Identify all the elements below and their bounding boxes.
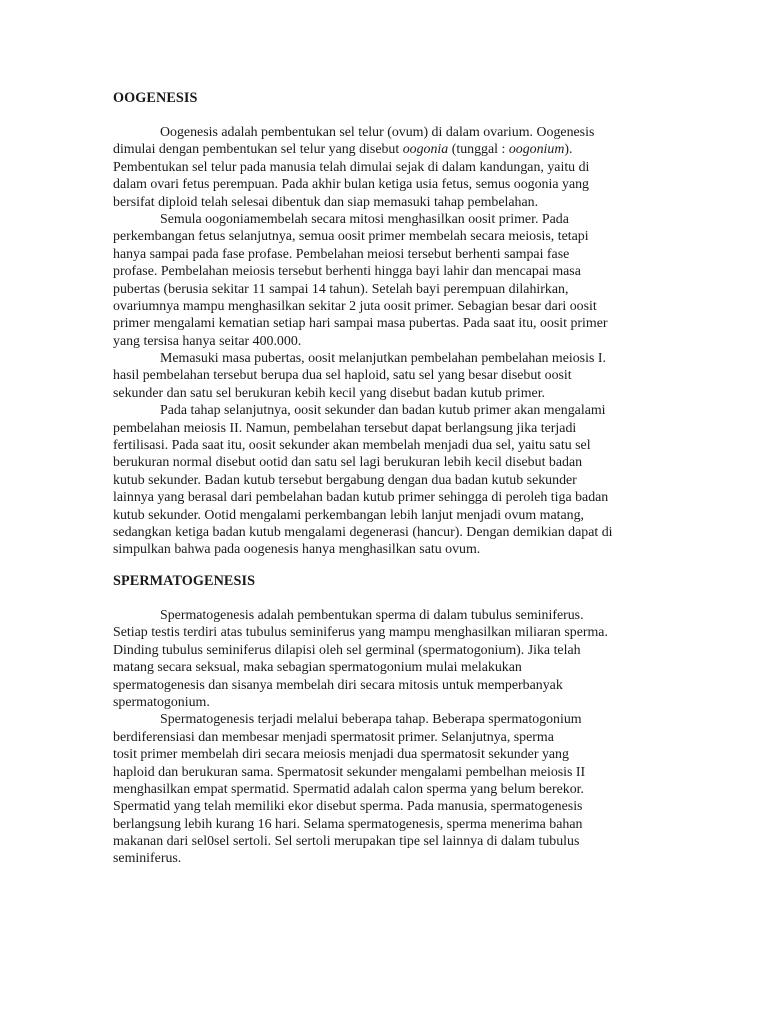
text-line: berlangsung lebih kurang 16 hari. Selama spermatogenesis, sperma menerima bahan bbox=[113, 816, 583, 832]
text-line: Spermatid yang telah memiliki ekor disebut sperma. Pada manusia, spermatogenesis bbox=[113, 799, 583, 815]
text-line: dalam ovari fetus perempuan. Pada akhir bulan ketiga usia fetus, semus oogonia yang bbox=[113, 177, 590, 193]
text-line: berukuran normal disebut ootid dan satu sel lagi berukuran lebih kecil disebut badan bbox=[113, 455, 583, 471]
text-line: perkembangan fetus selanjutnya, semua oosit primer membelah secara meiosis, tetapi bbox=[113, 229, 589, 245]
text-line: berdiferensiasi dan membesar menjadi spermatosit primer. Selanjutnya, sperma bbox=[113, 729, 554, 745]
text-line: Pembentukan sel telur pada manusia telah dimulai sejak di dalam kandungan, yaitu di bbox=[113, 159, 590, 175]
text-line: Dinding tubulus seminiferus dilapisi oleh sel germinal (spermatogonium). Jika telah bbox=[113, 642, 581, 658]
text-line: spermatogonium. bbox=[113, 694, 210, 710]
text-line: sekunder dan satu sel berukuran kebih kecil yang disebut badan kutub primer. bbox=[113, 385, 546, 401]
text-line: menghasilkan empat spermatid. Spermatid adalah calon sperma yang belum berekor. bbox=[113, 781, 584, 797]
text-line: pembelahan meiosis II. Namun, pembelahan tersebut dapat berlangsung jika terjadi bbox=[113, 420, 577, 436]
section-heading-oogenesis: OOGENESIS bbox=[113, 90, 198, 106]
text-line: spermatogenesis dan sisanya membelah diri secara mitosis untuk memperbanyak bbox=[113, 677, 563, 693]
text-line: Memasuki masa pubertas, oosit melanjutkan pembelahan pembelahan meiosis I. bbox=[160, 351, 606, 367]
text-line: primer mengalami kematian setiap hari sampai masa pubertas. Pada saat itu, oosit primer bbox=[113, 316, 608, 332]
text-line: simpulkan bahwa pada oogenesis hanya menghasilkan satu ovum. bbox=[113, 542, 481, 558]
text-line: profase. Pembelahan meiosis tersebut berhenti hingga bayi lahir dan mencapai masa bbox=[113, 264, 581, 280]
text-line: Spermatogenesis adalah pembentukan sperma di dalam tubulus seminiferus. bbox=[160, 608, 584, 623]
text-line: Oogenesis adalah pembentukan sel telur (ovum) di dalam ovarium. Oogenesis bbox=[160, 125, 595, 140]
text-line: haploid dan berukuran sama. Spermatosit sekunder mengalami pembelhan meiosis II bbox=[113, 764, 586, 780]
text-line: tosit primer membelah diri secara meiosis menjadi dua spermatosit sekunder yang bbox=[113, 747, 569, 763]
text-line: Setiap testis terdiri atas tubulus seminiferus yang mampu menghasilkan miliaran sperma. bbox=[113, 625, 608, 641]
text-line: Semula oogoniamembelah secara mitosi menghasilkan oosit primer. Pada bbox=[160, 211, 569, 227]
text-line: fertilisasi. Pada saat itu, oosit sekunder akan membelah menjadi dua sel, yaitu satu sel bbox=[113, 438, 591, 454]
text-line: pubertas (berusia sekitar 11 sampai 14 tahun). Setelah bayi perempuan dilahirkan, bbox=[113, 281, 569, 297]
text-line: Spermatogenesis terjadi melalui beberapa tahap. Beberapa spermatogonium bbox=[160, 712, 582, 728]
text-line: kutub sekunder. Ootid mengalami perkembangan lebih lanjut menjadi ovum matang, bbox=[113, 507, 585, 523]
text-line: yang tersisa hanya seitar 400.000. bbox=[113, 333, 302, 349]
text-line: Pada tahap selanjutnya, oosit sekunder dan badan kutub primer akan mengalami bbox=[160, 403, 606, 419]
text-line: makanan dari sel0sel sertoli. Sel sertoli merupakan tipe sel lainnya di dalam tubulus bbox=[113, 834, 580, 850]
text-line: kutub sekunder. Badan kutub tersebut bergabung dengan dua badan kutub sekunder bbox=[113, 472, 577, 488]
spermatogenesis-body bbox=[113, 607, 661, 868]
text-line: bersifat diploid telah selesai dibentuk dan siap memasuki tahap pembelahan. bbox=[113, 194, 539, 210]
text-line: hanya sampai pada fase profase. Pembelahan meiosi tersebut berhenti sampai fase bbox=[113, 246, 570, 262]
text-line: seminiferus. bbox=[113, 851, 182, 867]
text-line: dimulai dengan pembentukan sel telur yang disebut oogonia (tunggal : oogonium). bbox=[113, 142, 573, 158]
section-heading-spermatogenesis: SPERMATOGENESIS bbox=[113, 573, 256, 589]
oogenesis-body bbox=[113, 124, 661, 559]
text-line: sedangkan ketiga badan kutub mengalami degenerasi (hancur). Dengan demikian dapat di bbox=[113, 524, 613, 540]
text-line: ovariumnya mampu menghasilkan sekitar 2 juta oosit primer. Sebagian besar dari oosit bbox=[113, 298, 597, 314]
text-line: matang secara seksual, maka sebagian spermatogonium mulai melakukan bbox=[113, 660, 522, 676]
text-line: lainnya yang berasal dari pembelahan badan kutub primer sehingga di peroleh tiga badan bbox=[113, 490, 609, 506]
text-line: hasil pembelahan tersebut berupa dua sel haploid, satu sel yang besar disebut oosit bbox=[113, 368, 572, 384]
